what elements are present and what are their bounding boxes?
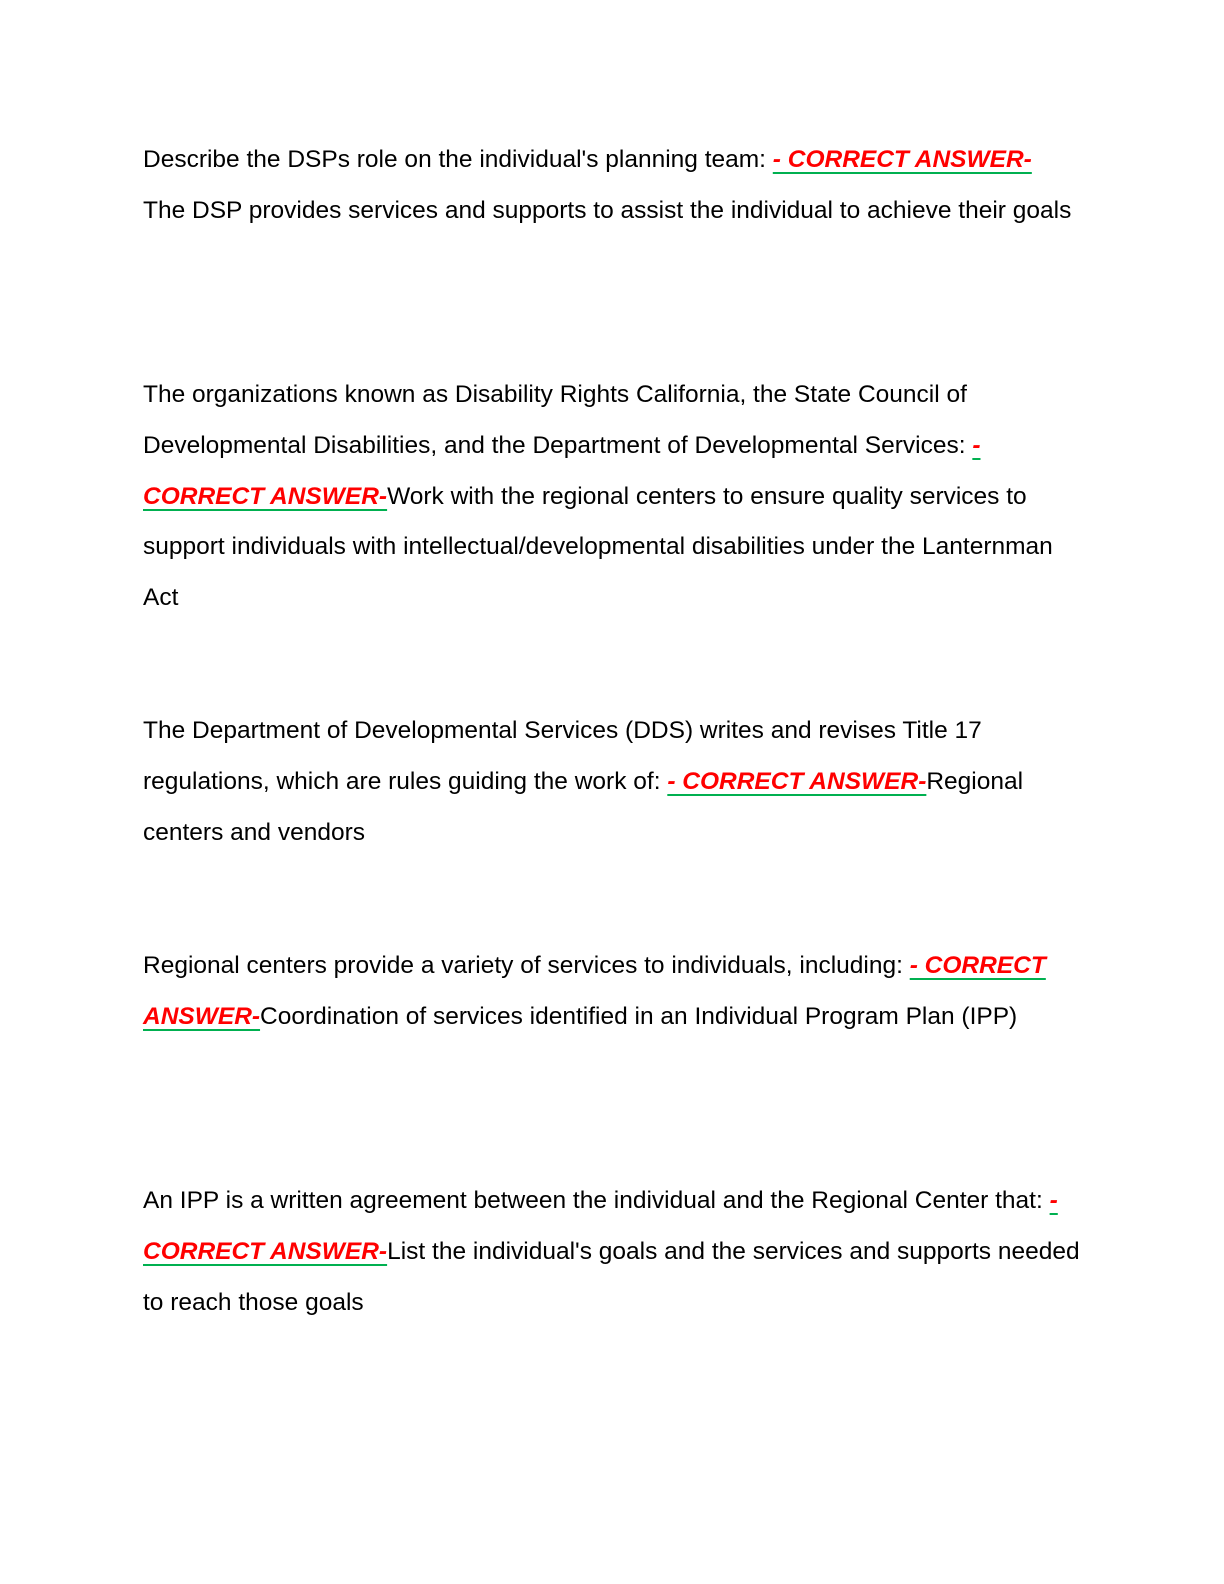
qa-item (143, 941, 1083, 1043)
question-text: The Department of Developmental Services (DDS) writes and revises Title 17 regulations, which are rules guiding the work of: (143, 717, 982, 795)
correct-answer-marker: - CORRECT ANSWER- (772, 146, 1032, 173)
correct-answer-marker: - CORRECT ANSWER- (143, 1187, 1058, 1265)
qa-item (143, 1176, 1083, 1328)
answer-text: Regional centers and vendors (143, 767, 1024, 846)
question-text: Regional centers provide a variety of services to individuals, including: (143, 952, 910, 979)
answer-text: Coordination of services identified in an Individual Program Plan (IPP) (260, 1002, 1018, 1030)
answer-text: The DSP provides services and supports to assist the individual to achieve their goals (143, 196, 1072, 224)
question-text: An IPP is a written agreement between the individual and the Regional Center that: (143, 1187, 1050, 1214)
question-text: Describe the DSPs role on the individual's planning team: (143, 146, 773, 173)
answer-text: Work with the regional centers to ensure quality services to support individuals with intellectual/developmental disabilities under the Lanternman Act (143, 482, 1053, 612)
qa-item (143, 135, 1083, 237)
answer-text: List the individual's goals and the services and supports needed to reach those goals (143, 1237, 1080, 1316)
question-text: The organizations known as Disability Rights California, the State Council of Developmental Disabilities, and the Department of Developmental Services: (143, 381, 973, 459)
correct-answer-marker: - CORRECT ANSWER- (143, 431, 981, 510)
qa-item (143, 370, 1083, 624)
correct-answer-marker: - CORRECT ANSWER- (143, 952, 1046, 1030)
correct-answer-marker: - CORRECT ANSWER- (667, 767, 927, 795)
qa-item (143, 706, 1083, 858)
